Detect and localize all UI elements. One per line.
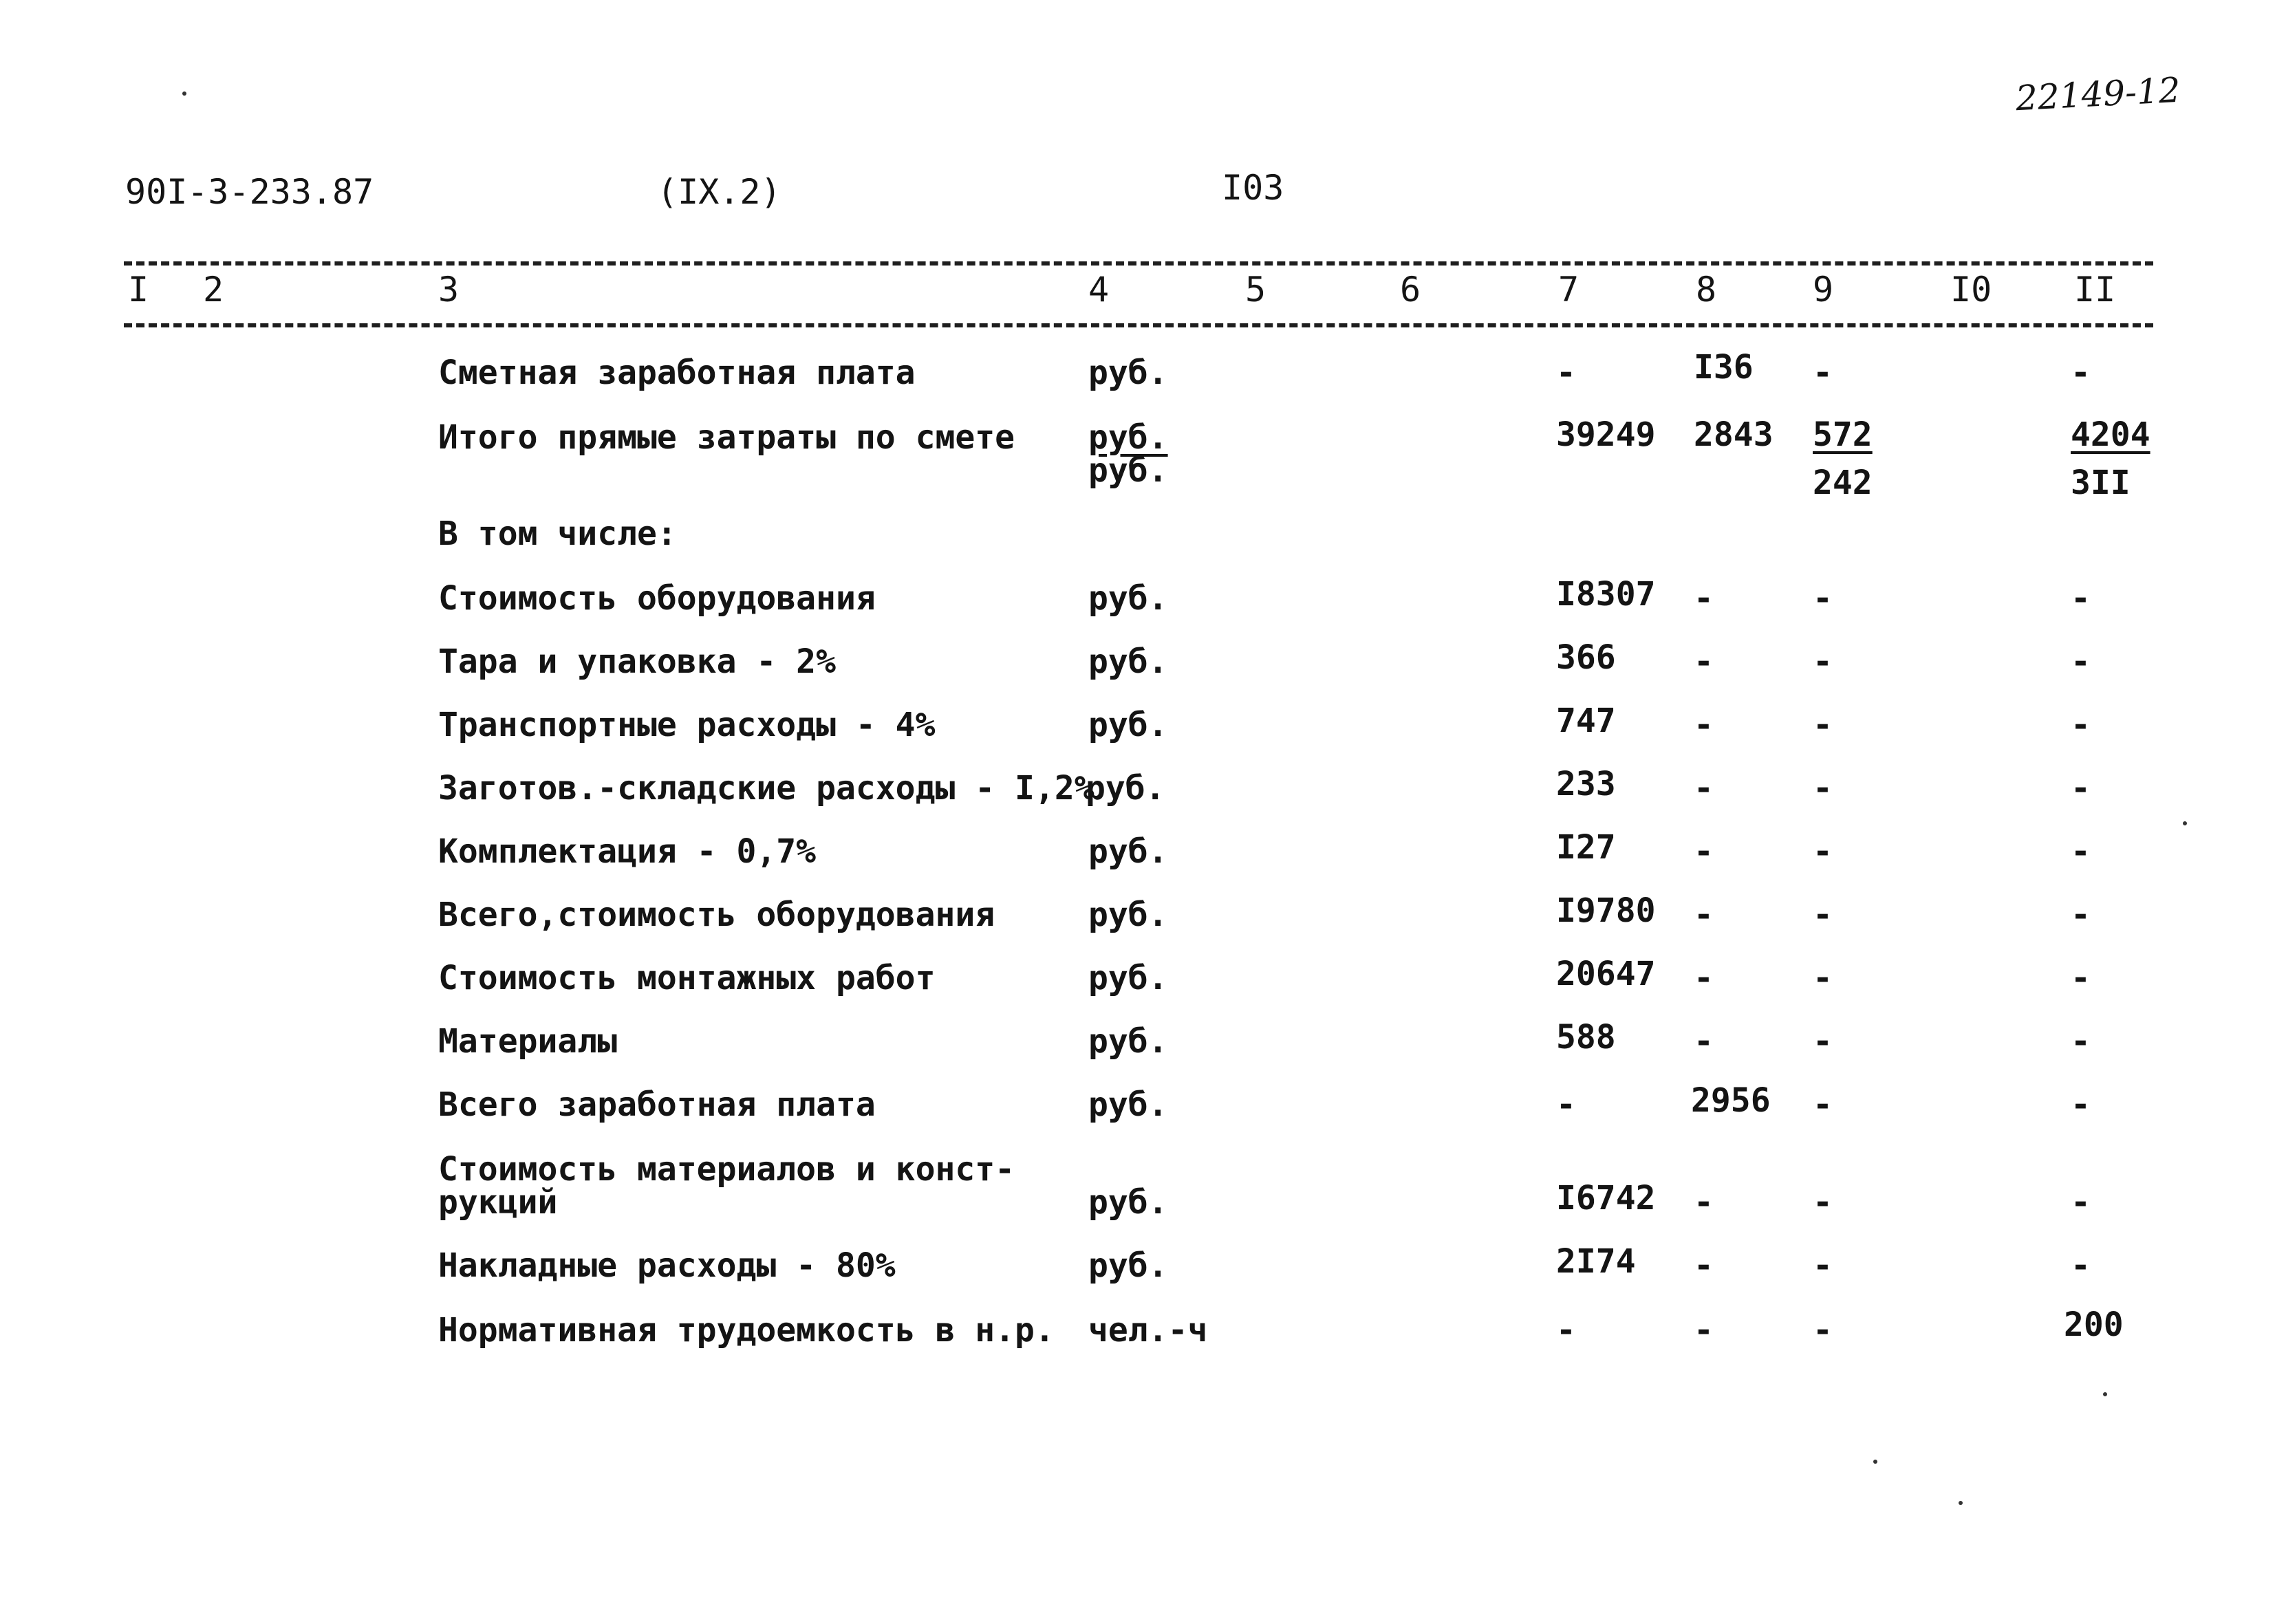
table-row-label: Тара и упаковка - 2% (438, 642, 836, 681)
table-row-unit: руб. (1088, 642, 1168, 681)
table-cell-col11: - (2071, 1183, 2091, 1222)
table-row-unit-top: руб. (1088, 418, 1168, 457)
table-cell-col11: - (2071, 769, 2091, 808)
table-row-unit: руб. (1088, 354, 1168, 392)
table-row-label-line2: рукций (438, 1183, 558, 1222)
table-cell-col8: - (1694, 959, 1714, 997)
table-cell-col8: 2843 (1694, 415, 1773, 454)
column-number-11: II (2074, 270, 2116, 310)
table-row-unit: чел.-ч (1088, 1311, 1208, 1350)
table-row-label: Транспортные расходы - 4% (438, 706, 936, 744)
table-row-unit: руб. (1088, 1085, 1168, 1124)
table-row-label: Стоимость оборудования (438, 579, 876, 618)
table-row-label: Итого прямые затраты по смете (438, 418, 1015, 457)
table-cell-col8: - (1694, 579, 1714, 618)
table-cell-col9: - (1813, 1022, 1833, 1061)
table-cell-col9: - (1813, 832, 1833, 871)
column-number-5: 5 (1245, 270, 1266, 310)
table-cell-col8: - (1694, 642, 1714, 681)
table-cell-col9: - (1813, 1085, 1833, 1124)
table-row-label: Сметная заработная плата (438, 354, 916, 392)
table-cell-col8: - (1694, 1022, 1714, 1061)
column-number-3: 3 (438, 270, 460, 310)
table-row-label: Нормативная трудоемкость в н.р. (438, 1311, 1055, 1350)
table-cell-col7: 747 (1556, 702, 1616, 740)
table-cell-col11-denominator: 3II (2071, 464, 2131, 502)
table-cell-col11: - (2071, 354, 2091, 392)
table-row-unit: руб. (1086, 769, 1165, 808)
table-row-label: Материалы (438, 1022, 618, 1061)
document-number: 90I-3-233.87 (125, 172, 374, 212)
table-cell-col7: 366 (1556, 638, 1616, 677)
table-row-label: Заготов.-складские расходы - I,2% (438, 769, 1095, 808)
table-cell-col9-denominator: 242 (1813, 464, 1873, 502)
scan-speck (2183, 821, 2187, 825)
table-cell-col8: - (1694, 832, 1714, 871)
table-row-label: Стоимость монтажных работ (438, 959, 936, 997)
column-number-7: 7 (1558, 270, 1579, 310)
table-cell-col7: 588 (1556, 1018, 1616, 1057)
table-cell-col9: - (1813, 1183, 1833, 1222)
column-number-2: 2 (203, 270, 224, 310)
column-number-4: 4 (1088, 270, 1110, 310)
table-cell-col11: - (2071, 896, 2091, 934)
table-cell-col8: - (1694, 706, 1714, 744)
table-cell-col11: - (2071, 1246, 2091, 1285)
table-row-label: Всего,стоимость оборудования (438, 896, 995, 934)
table-row-unit: руб. (1088, 832, 1168, 871)
table-cell-col9: - (1813, 1246, 1833, 1285)
table-row-label-line1: Стоимость материалов и конст- (438, 1150, 1015, 1189)
scan-speck (2103, 1392, 2107, 1396)
table-row-unit: руб. (1088, 1022, 1168, 1061)
page-number: I03 (1222, 168, 1284, 208)
column-number-1: I (128, 270, 149, 310)
column-number-9: 9 (1813, 270, 1834, 310)
table-cell-col8: - (1694, 1311, 1714, 1350)
table-cell-col9-numerator: 572 (1813, 415, 1873, 454)
table-top-rule (124, 261, 2153, 266)
table-cell-col8: 2956 (1691, 1081, 1771, 1120)
table-header-rule (124, 323, 2153, 327)
table-row-unit-bottom: руб. (1088, 451, 1168, 490)
table-cell-col11: - (2071, 1085, 2091, 1124)
table-cell-col7: I9780 (1556, 891, 1656, 930)
table-cell-col9: - (1813, 959, 1833, 997)
table-cell-col11: - (2071, 579, 2091, 618)
scan-speck (182, 91, 186, 96)
table-cell-col9: - (1813, 1311, 1833, 1350)
table-row-label: Накладные расходы - 80% (438, 1246, 896, 1285)
table-cell-col11: - (2071, 706, 2091, 744)
table-cell-col8: I36 (1694, 348, 1754, 387)
table-cell-col7: - (1556, 1085, 1576, 1124)
table-cell-col9: - (1813, 769, 1833, 808)
column-number-6: 6 (1400, 270, 1421, 310)
table-cell-col8: - (1694, 1183, 1714, 1222)
column-number-8: 8 (1696, 270, 1717, 310)
table-cell-col11: - (2071, 832, 2091, 871)
table-cell-col9: - (1813, 896, 1833, 934)
table-cell-col8: - (1694, 1246, 1714, 1285)
table-cell-col7: I8307 (1556, 575, 1656, 614)
table-cell-col8: - (1694, 769, 1714, 808)
table-cell-col7: - (1556, 1311, 1576, 1350)
table-cell-col7: I27 (1556, 828, 1616, 867)
table-cell-col11: - (2071, 642, 2091, 681)
table-cell-col11-numerator: 4204 (2071, 415, 2150, 454)
table-row-label: Всего заработная плата (438, 1085, 876, 1124)
table-row-unit: руб. (1088, 1246, 1168, 1285)
table-cell-col7: 2I74 (1556, 1242, 1636, 1281)
section-number: (IX.2) (657, 172, 781, 212)
table-cell-col9: - (1813, 579, 1833, 618)
table-row-unit: руб. (1088, 959, 1168, 997)
scan-speck (1959, 1501, 1963, 1505)
table-cell-col7: - (1556, 354, 1576, 392)
scan-speck (1873, 1460, 1877, 1464)
table-cell-col11: 200 (2064, 1306, 2124, 1344)
section-subheading: В том числе: (438, 515, 677, 553)
table-row-unit: руб. (1088, 896, 1168, 934)
table-cell-col7: 20647 (1556, 955, 1656, 993)
table-cell-col7: I6742 (1556, 1179, 1656, 1217)
table-cell-col9: - (1813, 706, 1833, 744)
table-row-unit: руб. (1088, 579, 1168, 618)
table-cell-col9: - (1813, 642, 1833, 681)
table-cell-col7: 39249 (1556, 415, 1656, 454)
table-cell-col11: - (2071, 1022, 2091, 1061)
archive-number-handwritten: 22149-12 (2014, 69, 2181, 119)
table-row-label: Комплектация - 0,7% (438, 832, 817, 871)
table-row-unit: руб. (1088, 1183, 1168, 1222)
table-cell-col9: - (1813, 354, 1833, 392)
table-row-unit: руб. (1088, 706, 1168, 744)
table-cell-col7: 233 (1556, 765, 1616, 803)
table-cell-col11: - (2071, 959, 2091, 997)
column-number-10: I0 (1950, 270, 1992, 310)
table-cell-col8: - (1694, 896, 1714, 934)
